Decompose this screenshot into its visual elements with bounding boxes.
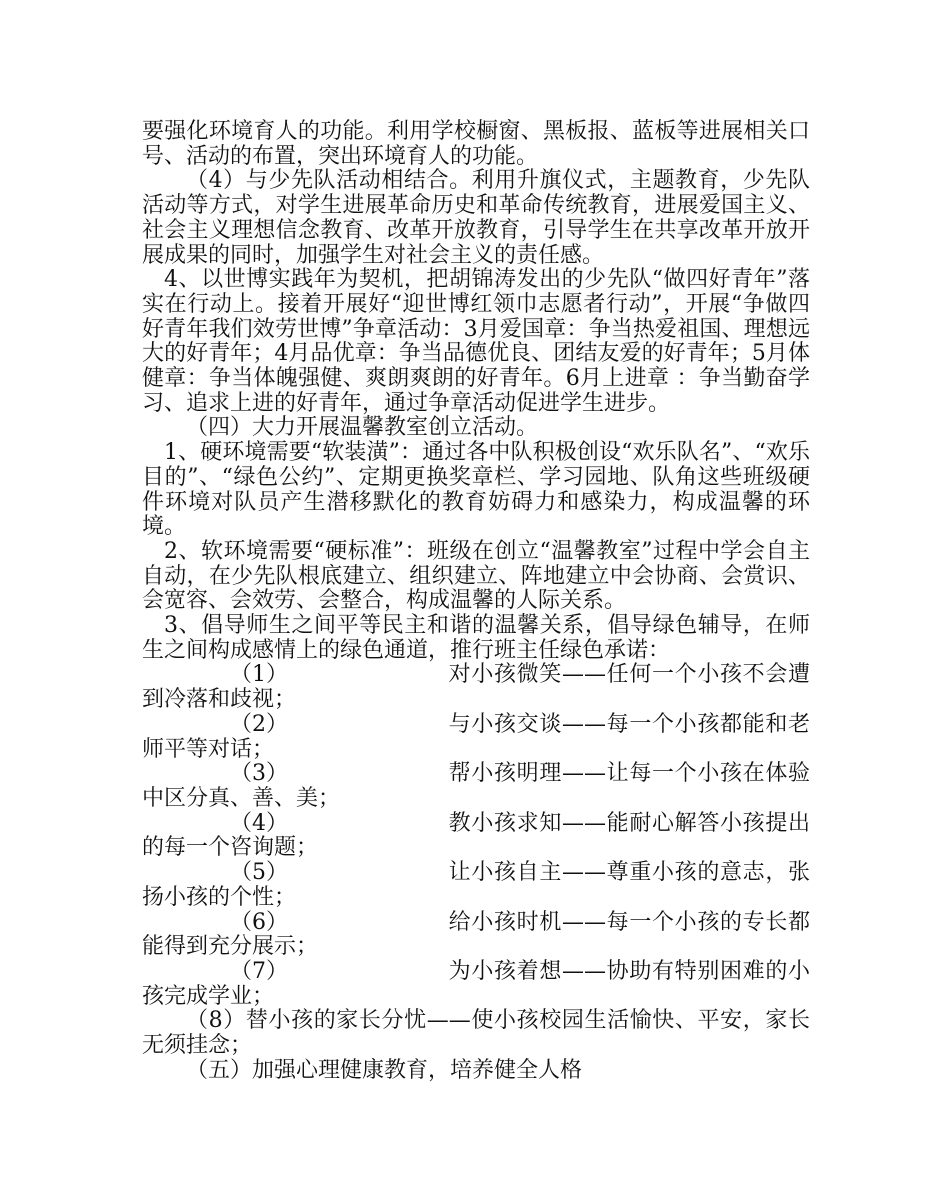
paragraph: 2、软环境需要“硬标准”：班级在创立“温馨教室”过程中学会自主自动，在少先队根底建立、组织建立、阵地建立中会协商、会赏识、会宽容、会效劳、会整合，构成温馨的人际关系。 xyxy=(142,538,810,614)
promise-item xyxy=(142,713,810,762)
promise-item xyxy=(142,960,810,1009)
promise-number: （1） xyxy=(230,662,288,688)
promise-item xyxy=(142,861,810,910)
paragraph: （8）替小孩的家长分忧——使小孩校园生活愉快、平安，家长无须挂念； xyxy=(142,1008,810,1059)
paragraph: 要强化环境育人的功能。利用学校橱窗、黑板报、蓝板等进展相关口号、活动的布置，突出环境育人的功能。 xyxy=(142,119,810,169)
promise-number: （6） xyxy=(230,909,288,935)
section-heading: （四）大力开展温馨教室创立活动。 xyxy=(186,415,539,441)
promise-number: （2） xyxy=(230,711,288,737)
promise-text: 帮小孩明理——让每一个小孩在体验中区分真、善、美； xyxy=(142,761,810,811)
promise-text: 给小孩时机——每一个小孩的专长都能得到充分展示； xyxy=(142,909,810,960)
promise-text: 为小孩着想——协助有特别困难的小孩完成学业； xyxy=(142,958,810,1009)
promise-item xyxy=(142,762,810,811)
paragraph: （4）与少先队活动相结合。利用升旗仪式，主题教育，少先队活动等方式，对学生进展革命历史和革命传统教育，进展爱国主义、社会主义理想信念教育、改革开放教育，引导学生在共享改革开放开展成果的同时，加强学生对社会主义的责任感。 xyxy=(142,168,810,268)
paragraph: 3、倡导师生之间平等民主和谐的温馨关系，倡导绿色辅导，在师生之间构成感情上的绿色通道，推行班主任绿色承诺： xyxy=(142,613,810,663)
document-body xyxy=(142,120,810,1083)
promise-text: 对小孩微笑——任何一个小孩不会遭到冷落和歧视； xyxy=(142,662,810,713)
promise-number: （5） xyxy=(230,860,288,886)
section-heading: （五）加强心理健康教育，培养健全人格 xyxy=(186,1057,583,1083)
promise-item xyxy=(142,663,810,712)
paragraph: 4、以世博实践年为契机，把胡锦涛发出的少先队“做四好青年”落实在行动上。接着开展好“迎世博红领巾志愿者行动”，开展“争做四好青年我们效劳世博”争章活动：3月爱国章：争当热爱祖国、理想远大的好青年；4月品优章：争当品德优良、团结友爱的好青年；5月体健章：争当体魄强健、爽朗爽朗的好青年。6月上进章 ：争当勤奋学习、追求上进的好青年，通过争章活动促进学生进步。 xyxy=(142,267,810,416)
promise-number: （7） xyxy=(230,958,288,984)
promise-number: （3） xyxy=(230,761,288,787)
promise-item xyxy=(142,812,810,861)
promise-number: （4） xyxy=(230,810,288,836)
promise-item xyxy=(142,911,810,960)
paragraph: 1、硬环境需要“软装潢”：通过各中队积极创设“欢乐队名”、“欢乐目的”、“绿色公约”、定期更换奖章栏、学习园地、队角这些班级硬件环境对队员产生潜移默化的教育妨碍力和感染力，构成温馨的环境。 xyxy=(142,440,810,540)
promise-text: 教小孩求知——能耐心解答小孩提出的每一个咨询题； xyxy=(142,810,810,861)
promise-text: 与小孩交谈——每一个小孩都能和老师平等对话； xyxy=(142,711,810,762)
promise-text: 让小孩自主——尊重小孩的意志，张扬小孩的个性； xyxy=(142,860,810,910)
